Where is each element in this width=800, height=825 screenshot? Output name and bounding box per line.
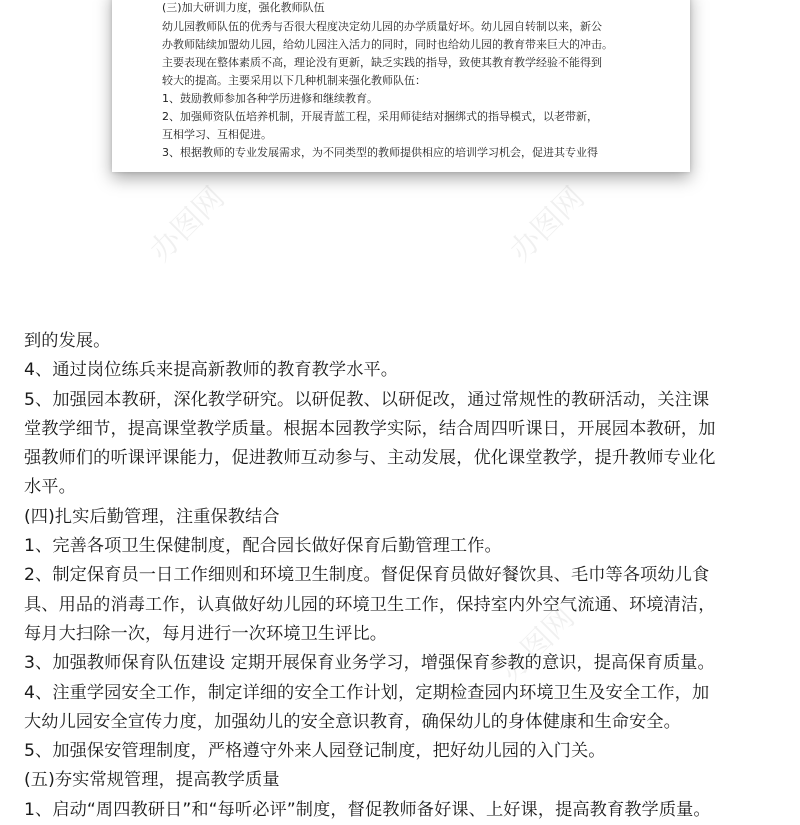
body-line: 2、制定保育员一日工作细则和环境卫生制度。督促保育员做好餐饮具、毛巾等各项幼儿食	[24, 565, 710, 586]
section-heading: (四)扎实后勤管理，注重保教结合	[24, 506, 280, 527]
document-body	[24, 327, 784, 825]
body-line: 4、注重学园安全工作，制定详细的安全工作计划，定期检查园内环境卫生及安全工作，加	[24, 682, 710, 703]
body-line: 1、完善各项卫生保健制度，配合园长做好保育后勤管理工作。	[24, 536, 502, 557]
preview-line: (三)加大研训力度，强化教师队伍	[162, 1, 325, 14]
preview-line: 2、加强师资队伍培养机制，开展青蓝工程，采用师徒结对捆绑式的指导模式，以老带新，	[162, 110, 598, 123]
watermark: 办图网	[503, 180, 592, 269]
body-line: 5、加强保安管理制度，严格遵守外来人园登记制度，把好幼儿园的入门关。	[24, 741, 606, 762]
document-preview-card	[112, 0, 690, 172]
preview-line: 互相学习、互相促进。	[162, 128, 272, 141]
preview-line: 1、鼓励教师参加各种学历进修和继续教育。	[162, 92, 378, 105]
preview-line: 较大的提高。主要采用以下几种机制来强化教师队伍：	[162, 74, 426, 87]
body-line: 5、加强园本教研，深化教学研究。以研促教、以研促改，通过常规性的教研活动，关注课	[24, 389, 710, 410]
watermark: 办图网	[143, 180, 232, 269]
body-line: 堂教学细节，提高课堂教学质量。根据本园教学实际，结合周四听课日，开展园本教研，加	[24, 418, 716, 439]
preview-line: 办教师陆续加盟幼儿园，给幼儿园注入活力的同时，同时也给幼儿园的教育带来巨大的冲击。	[162, 38, 613, 51]
body-line: 具、用品的消毒工作，认真做好幼儿园的环境卫生工作，保持室内外空气流通、环境清洁，	[24, 594, 716, 615]
body-line: 4、通过岗位练兵来提高新教师的教育教学水平。	[24, 360, 399, 381]
body-line: 1、启动“周四教研日”和“每听必评”制度，督促教师备好课、上好课，提高教育教学质量。	[24, 799, 711, 820]
section-heading: (五)夯实常规管理，提高教学质量	[24, 770, 280, 791]
body-line: 大幼儿园安全宣传力度，加强幼儿的安全意识教育，确保幼儿的身体健康和生命安全。	[24, 711, 681, 732]
body-line: 到的发展。	[24, 331, 111, 351]
body-line: 水平。	[24, 477, 76, 498]
body-line: 强教师们的听课评课能力，促进教师互动参与、主动发展，优化课堂教学，提升教师专业化	[24, 448, 716, 469]
watermark: 办图网	[493, 600, 582, 689]
preview-line: 主要表现在整体素质不高，理论没有更新，缺乏实践的指导，致使其教育教学经验不能得到	[162, 56, 602, 69]
body-line: 3、加强教师保育队伍建设 定期开展保育业务学习，增强保育参教的意识，提高保育质量。	[24, 653, 715, 674]
preview-line: 幼儿园教师队伍的优秀与否很大程度决定幼儿园的办学质量好坏。幼儿园自转制以来，新公	[162, 20, 602, 33]
body-line: 每月大扫除一次，每月进行一次环境卫生评比。	[24, 623, 388, 644]
preview-line: 3、根据教师的专业发展需求，为不同类型的教师提供相应的培训学习机会，促进其专业得	[162, 146, 598, 159]
